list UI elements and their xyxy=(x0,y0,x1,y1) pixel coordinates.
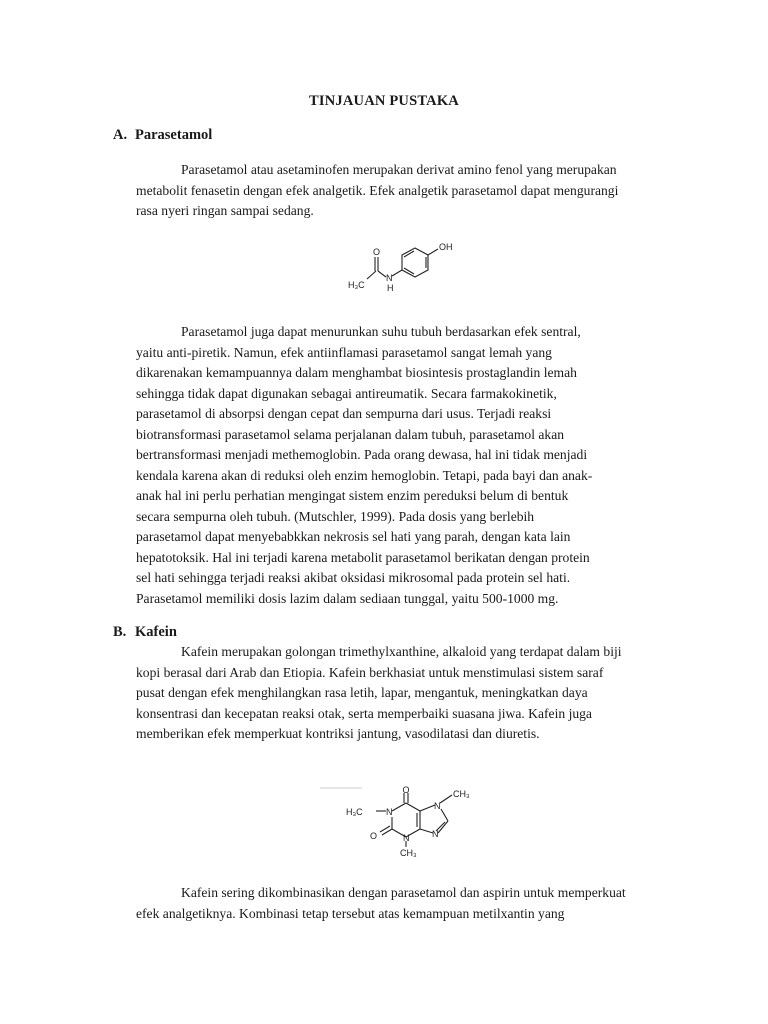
n9-label: N xyxy=(432,829,439,839)
paragraph-parasetamol-intro xyxy=(136,160,676,222)
text-line: sel hati sehingga terjadi reaksi akibat oksidasi mikrosomal pada protein sel hati. xyxy=(136,570,571,585)
paragraph-kafein-intro xyxy=(136,642,676,745)
text-line: kopi berasal dari Arab dan Etiopia. Kafein berkhasiat untuk menstimulasi sistem saraf xyxy=(136,664,604,680)
o-left-label: O xyxy=(370,831,378,841)
text-line: rasa nyeri ringan sampai sedang. xyxy=(136,203,314,218)
text-line: Parasetamol juga dapat menurunkan suhu tubuh berdasarkan efek sentral, xyxy=(181,324,581,339)
text-line: biotransformasi parasetamol selama perjalanan dalam tubuh, parasetamol akan xyxy=(136,426,565,442)
section-heading-parasetamol xyxy=(113,127,212,144)
section-heading-kafein xyxy=(113,624,177,641)
text-line: efek analgetiknya. Kombinasi tetap tersebut atas kemampuan metilxantin yang xyxy=(136,905,565,921)
paracetamol-structure-diagram xyxy=(340,235,470,300)
section-mark: B. xyxy=(113,624,127,640)
ch3-label: H₃C xyxy=(348,280,365,290)
text-line: secara sempurna oleh tubuh. (Mutschler, 1999). Pada dosis yang berlebih xyxy=(136,508,535,524)
section-title: Parasetamol xyxy=(135,127,213,143)
n7-label: N xyxy=(434,801,441,811)
text-line: pusat dengan efek menghilangkan rasa letih, lapar, mengantuk, meningkatkan daya xyxy=(136,685,588,700)
paragraph-parasetamol-detail xyxy=(136,322,676,609)
text-line: bertransformasi menjadi methemoglobin. Pada orang dewasa, hal ini tidak menjadi xyxy=(136,447,588,462)
page-title: TINJAUAN PUSTAKA xyxy=(309,93,459,109)
text-line: parasetamol di absorpsi dengan cepat dan sempurna dari usus. Terjadi reaksi xyxy=(136,406,552,421)
n1-label: N xyxy=(386,807,393,817)
paragraph-kafein-combination xyxy=(136,883,676,924)
text-line: Parasetamol memiliki dosis lazim dalam sediaan tunggal, yaitu 500-1000 mg. xyxy=(136,590,559,606)
text-line: parasetamol dapat menyebabkkan nekrosis sel hati yang parah, dengan kata lain xyxy=(136,529,571,544)
ch3-left-label: H₃C xyxy=(346,807,363,817)
text-line: Parasetamol atau asetaminofen merupakan derivat amino fenol yang merupakan xyxy=(181,162,617,177)
oh-label: OH xyxy=(439,242,453,252)
ch3-right-label: CH₃ xyxy=(453,789,470,799)
text-line: memberikan efek memperkuat kontriksi jantung, vasodilatasi dan diuretis. xyxy=(136,726,540,741)
text-line: yaitu anti-piretik. Namun, efek antiinflamasi parasetamol sangat lemah yang xyxy=(136,344,552,360)
text-line: konsentrasi dan kecepatan reaksi otak, serta memperbaiki suasana jiwa. Kafein juga xyxy=(136,705,592,721)
section-mark: A. xyxy=(113,127,128,143)
text-line: Kafein sering dikombinasikan dengan parasetamol dan aspirin untuk memperkuat xyxy=(181,885,626,900)
text-line: kendala karena akan di reduksi oleh enzim hemoglobin. Tetapi, pada bayi dan anak- xyxy=(136,467,593,483)
o-label: O xyxy=(373,247,381,257)
h-label: H xyxy=(387,283,394,293)
o-top-label: O xyxy=(402,785,410,795)
text-line: hepatotoksik. Hal ini terjadi karena metabolit parasetamol berikatan dengan protein xyxy=(136,549,590,565)
text-line: Kafein merupakan golongan trimethylxanthine, alkaloid yang terdapat dalam biji xyxy=(181,644,622,659)
text-line: dikarenakan kemampuannya dalam menghambat biosintesis prostaglandin lemah xyxy=(136,365,577,380)
caffeine-structure-diagram xyxy=(320,785,490,860)
n-label: N xyxy=(386,273,393,283)
text-line: sehingga tidak dapat digunakan sebagai antireumatik. Secara farmakokinetik, xyxy=(136,385,557,401)
section-title: Kafein xyxy=(135,624,177,640)
text-line: anak hal ini perlu perhatian mengingat sistem enzim pereduksi belum di bentuk xyxy=(136,488,569,503)
n3-label: N xyxy=(403,833,410,843)
text-line: metabolit fenasetin dengan efek analgetik. Efek analgetik parasetamol dapat mengurangi xyxy=(136,182,619,198)
ch3-bottom-label: CH₃ xyxy=(400,848,417,858)
